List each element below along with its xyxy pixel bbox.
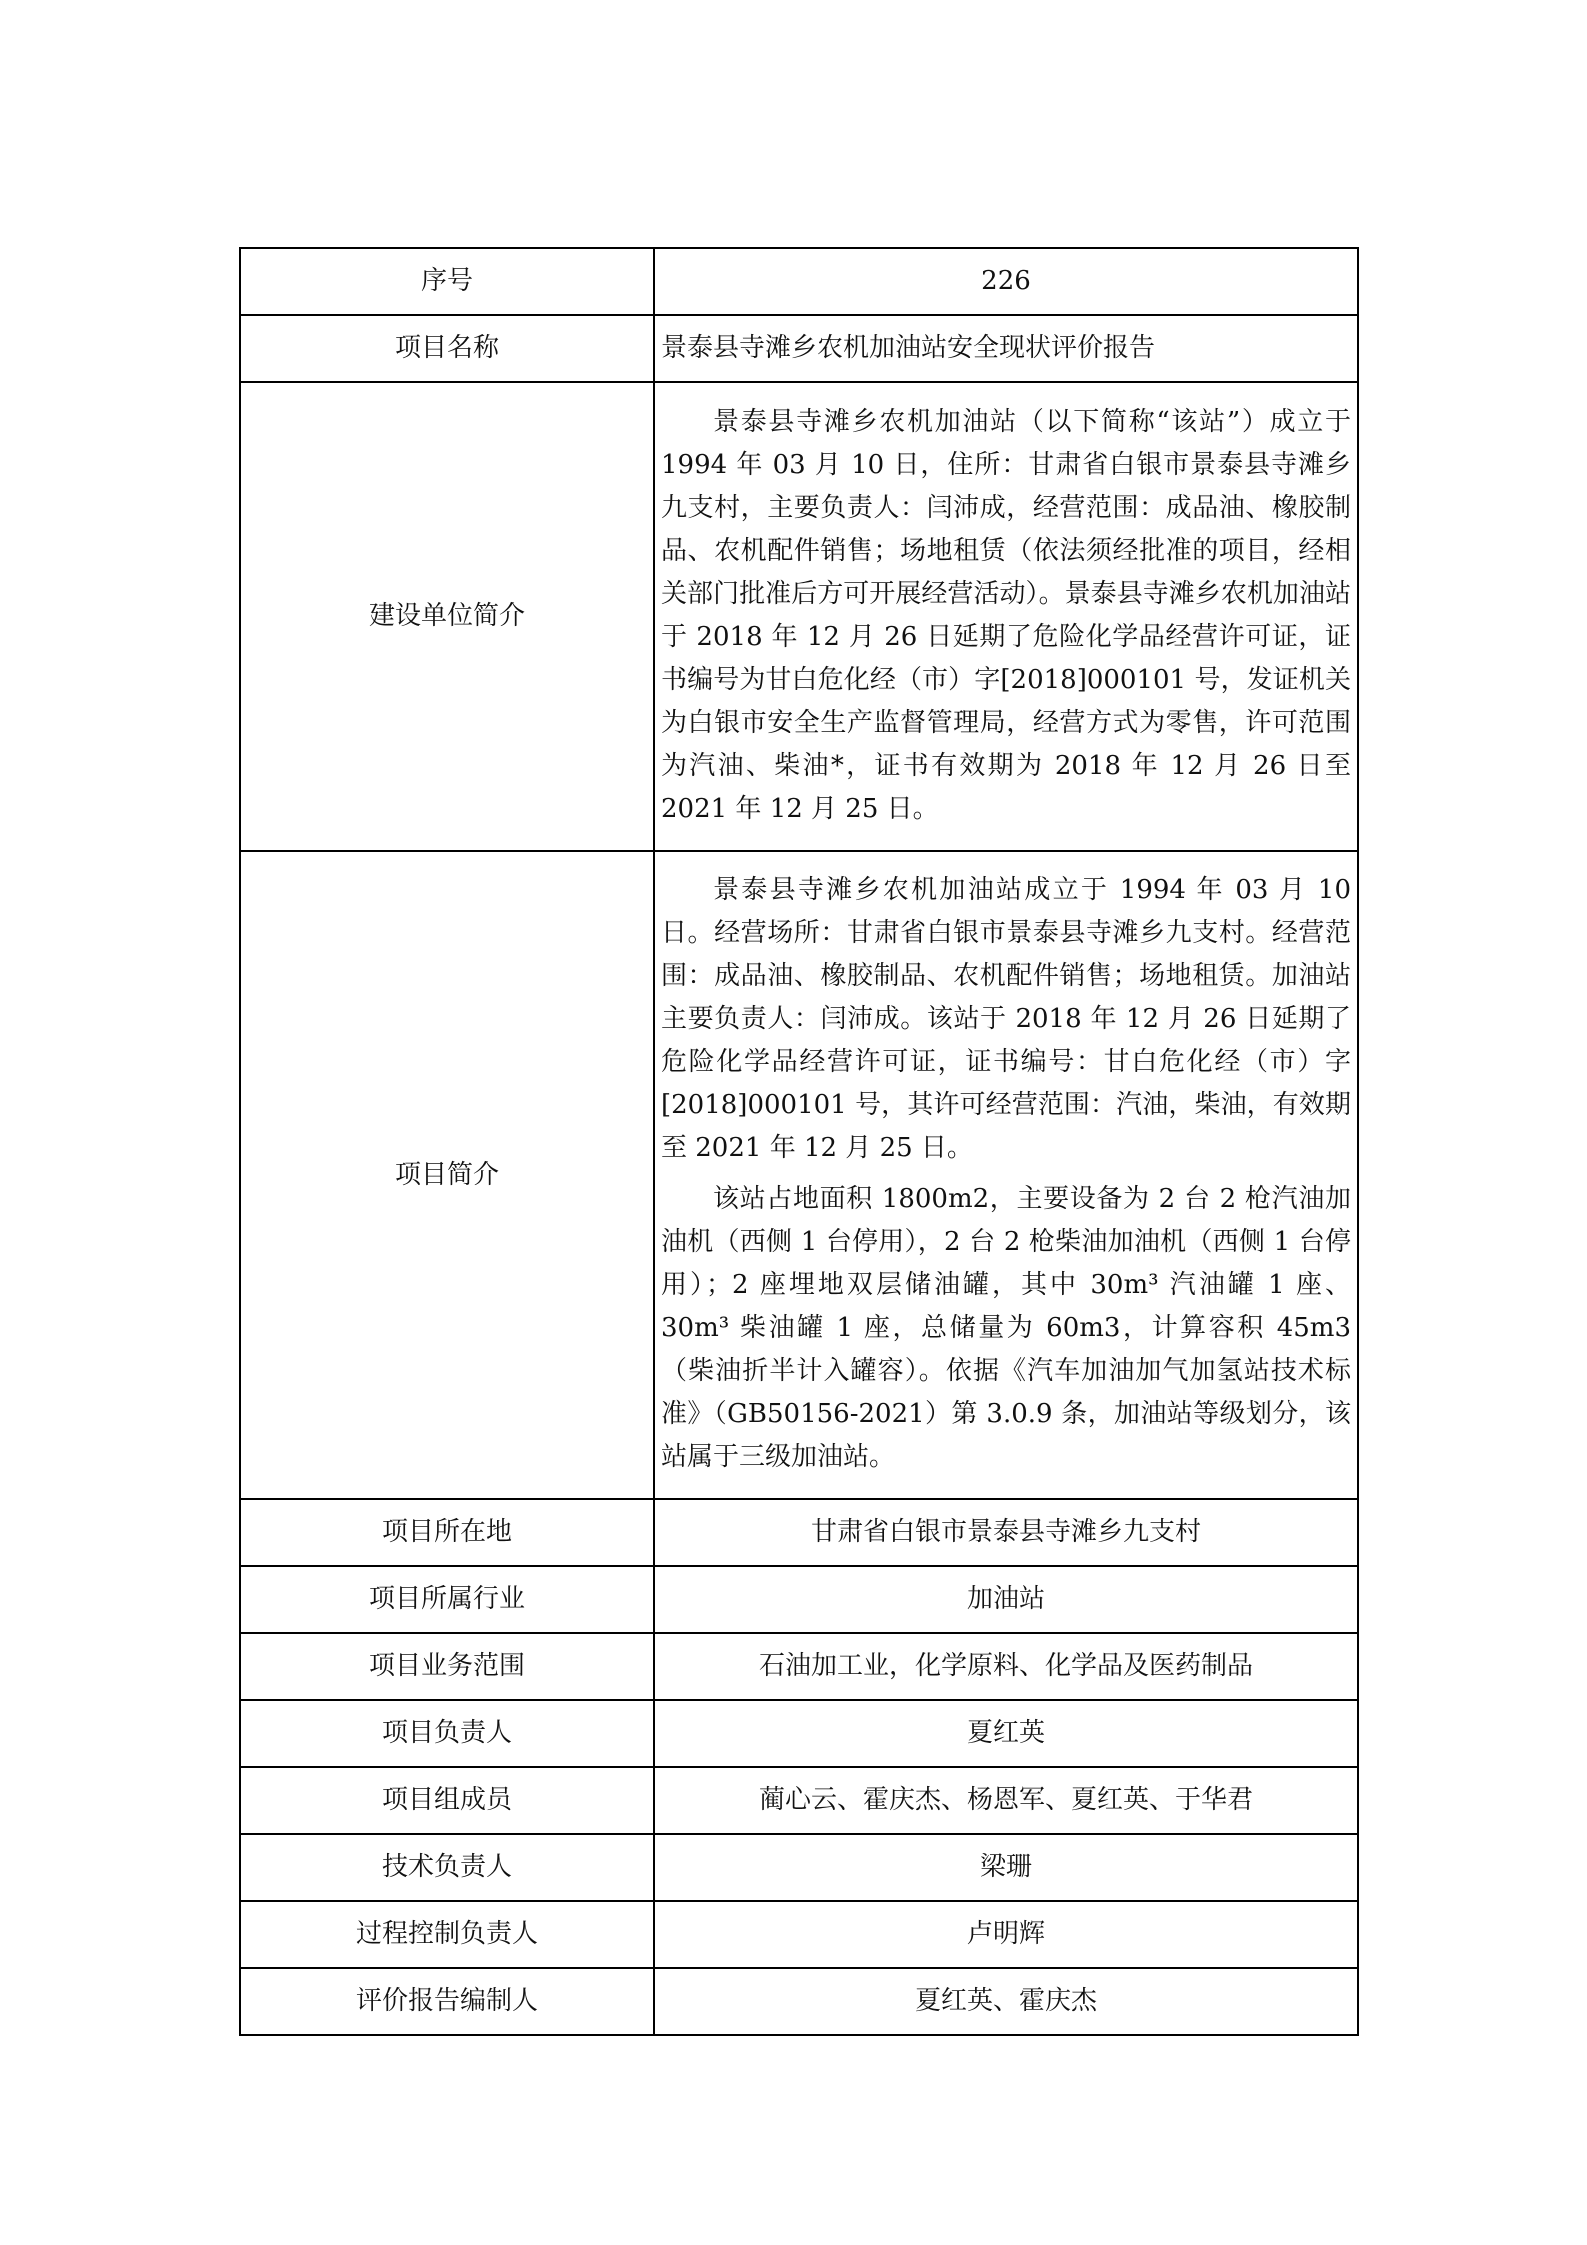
project-intro-paragraph-1: 景泰县寺滩乡农机加油站成立于 1994 年 03 月 10 日。经营场所：甘肃省白银市景泰县寺滩乡九支村。经营范围：成品油、橡胶制品、农机配件销售；场地租赁。加油站主要负责人：闫沛成。该站于 2018 年 12 月 26 日延期了危险化学品经营许可证，证书编号：甘白危化经（市）字[2018]000101 号，其许可经营范围：汽油，柴油，有效期至 2021 年 12 月 25 日。 (661, 875, 1351, 1163)
project-intro-label: 项目简介 (240, 851, 654, 1499)
business-scope-label: 项目业务范围 (240, 1633, 654, 1700)
project-name-label: 项目名称 (240, 315, 654, 382)
serial-number-value: 226 (654, 248, 1358, 315)
process-control-lead-label: 过程控制负责人 (240, 1901, 654, 1968)
row-project-name (240, 315, 1358, 382)
row-construction-unit (240, 382, 1358, 851)
construction-unit-cell (654, 382, 1358, 851)
location-label: 项目所在地 (240, 1499, 654, 1566)
row-location (240, 1499, 1358, 1566)
team-members-value: 蔺心云、霍庆杰、杨恩军、夏红英、于华君 (654, 1767, 1358, 1834)
technical-lead-value: 梁珊 (654, 1834, 1358, 1901)
row-team-members (240, 1767, 1358, 1834)
row-project-intro (240, 851, 1358, 1499)
construction-unit-label: 建设单位简介 (240, 382, 654, 851)
serial-number-label: 序号 (240, 248, 654, 315)
row-process-control-lead (240, 1901, 1358, 1968)
row-business-scope (240, 1633, 1358, 1700)
project-lead-label: 项目负责人 (240, 1700, 654, 1767)
report-author-value: 夏红英、霍庆杰 (654, 1968, 1358, 2035)
industry-value: 加油站 (654, 1566, 1358, 1633)
row-serial-number (240, 248, 1358, 315)
construction-unit-paragraph: 景泰县寺滩乡农机加油站（以下简称“该站”）成立于 1994 年 03 月 10 日，住所：甘肃省白银市景泰县寺滩乡九支村，主要负责人：闫沛成，经营范围：成品油、橡胶制品、农机配件销售；场地租赁（依法须经批准的项目，经相关部门批准后方可开展经营活动）。景泰县寺滩乡农机加油站于 2018 年 12 月 26 日延期了危险化学品经营许可证，证书编号为甘白危化经（市）字[2018]000101 号，发证机关为白银市安全生产监督管理局，经营方式为零售，许可范围为汽油、柴油*，证书有效期为 2018 年 12 月 26 日至 2021 年 12 月 25 日。 (661, 406, 1351, 824)
technical-lead-label: 技术负责人 (240, 1834, 654, 1901)
project-intro-cell (654, 851, 1358, 1499)
row-industry (240, 1566, 1358, 1633)
business-scope-value: 石油加工业，化学原料、化学品及医药制品 (654, 1633, 1358, 1700)
report-author-label: 评价报告编制人 (240, 1968, 654, 2035)
location-value: 甘肃省白银市景泰县寺滩乡九支村 (654, 1499, 1358, 1566)
project-info-table (239, 247, 1359, 2036)
row-technical-lead (240, 1834, 1358, 1901)
process-control-lead-value: 卢明辉 (654, 1901, 1358, 1968)
project-name-value: 景泰县寺滩乡农机加油站安全现状评价报告 (654, 315, 1358, 382)
row-report-author (240, 1968, 1358, 2035)
row-project-lead (240, 1700, 1358, 1767)
industry-label: 项目所属行业 (240, 1566, 654, 1633)
project-lead-value: 夏红英 (654, 1700, 1358, 1767)
team-members-label: 项目组成员 (240, 1767, 654, 1834)
project-intro-paragraph-2: 该站占地面积 1800m2，主要设备为 2 台 2 枪汽油加油机（西侧 1 台停用），2 台 2 枪柴油加油机（西侧 1 台停用）；2 座埋地双层储油罐，其中 30m³ 汽油罐 1 座、30m³ 柴油罐 1 座，总储量为 60m3，计算容积 45m3（柴油折半计入罐容）。依据《汽车加油加气加氢站技术标准》（GB50156-2021）第 3.0.9 条，加油站等级划分，该站属于三级加油站。 (661, 1184, 1351, 1472)
